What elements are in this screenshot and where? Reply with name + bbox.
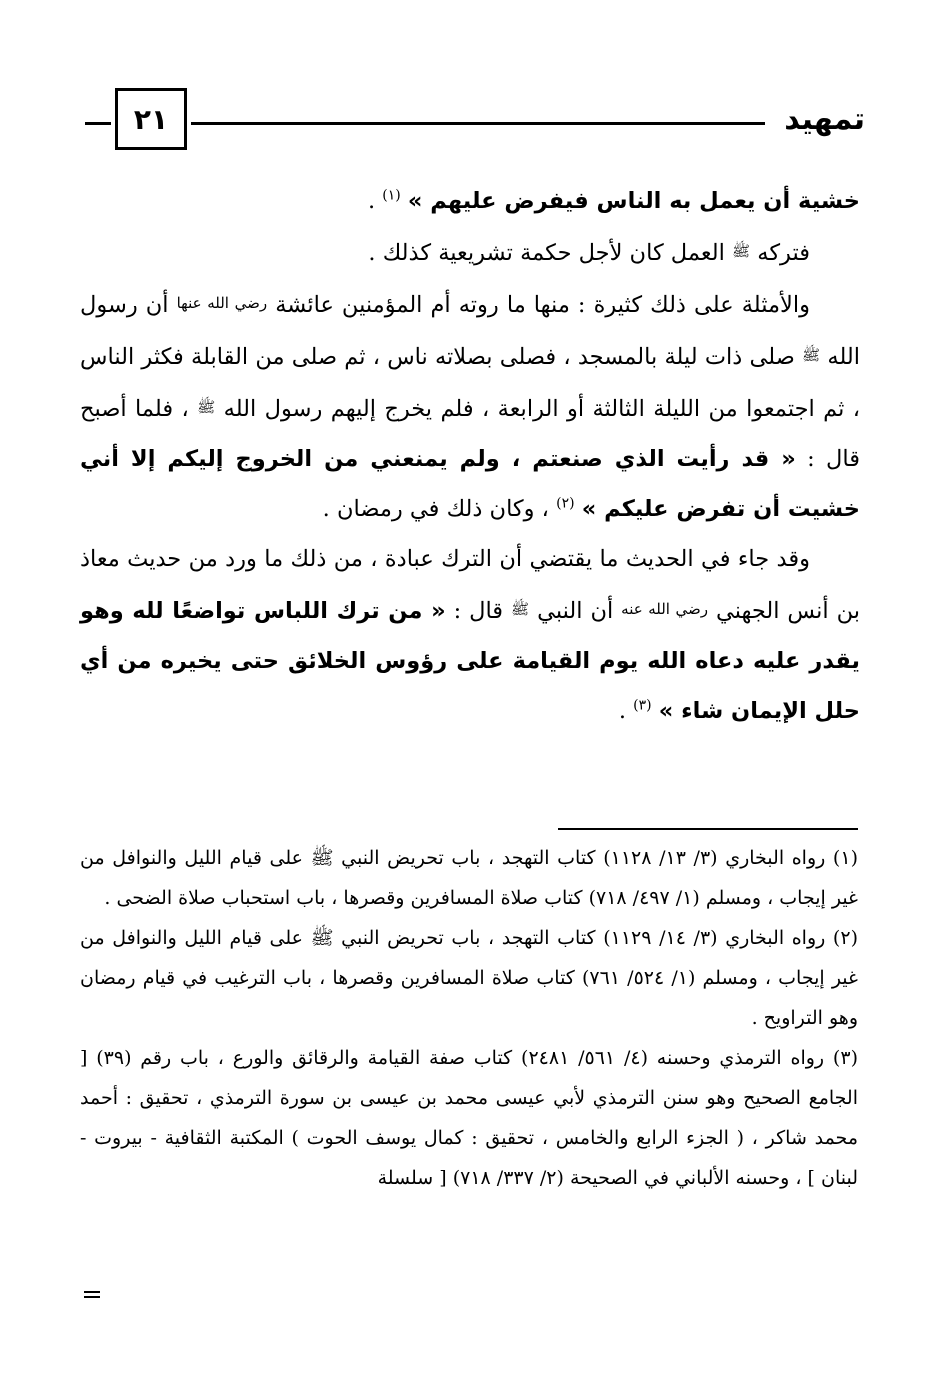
- text-span: أن رسول الله: [80, 292, 861, 370]
- text-span: العمل كان لأجل حكمة تشريعية كذلك .: [368, 240, 725, 266]
- paragraph-3: [80, 278, 860, 534]
- paragraph-2: [80, 226, 860, 278]
- page-number: ٢١: [115, 88, 187, 150]
- chapter-title: تمهيد: [784, 102, 865, 137]
- salutation-glyph: ﷺ: [731, 242, 751, 260]
- footnote-ref: (٢): [556, 495, 575, 512]
- footnote-ref: (٣): [633, 697, 652, 714]
- text-span: صلى ذات ليلة بالمسجد ، فصلى بصلاته ناس ، ثم صلى من القابلة فكثر الناس ، ثم اجتمعوا من الليلة الثالثة أو الرابعة ، فلم يخرج إليهم رسول الله: [80, 344, 861, 422]
- footnote-separator: [558, 828, 858, 830]
- honorific-glyph: رضي الله عنه: [621, 600, 709, 618]
- footnote-1: (١) رواه البخاري (٣/ ١٣/ ١١٢٨) كتاب التهجد ، باب تحريض النبي ﷺ على قيام الليل والنوافل من غير إيجاب ، ومسلم (١/ ٤٩٧/ ٧١٨) كتاب صلاة المسافرين وقصرها ، باب استحباب صلاة الضحى .: [80, 847, 858, 909]
- salutation-glyph: ﷺ: [802, 346, 821, 364]
- honorific-glyph: رضي الله عنها: [176, 294, 268, 312]
- header-rule-left: [85, 122, 111, 125]
- salutation-glyph: ﷺ: [197, 398, 216, 416]
- text-span: وقد جاء في الحديث ما يقتضي أن الترك عبادة ، من ذلك ما ورد من حديث معاذ بن أنس الجهني: [80, 546, 860, 624]
- hadith-quote: خشية أن يعمل به الناس فيفرض عليهم »: [407, 188, 860, 214]
- header-rule: [191, 122, 765, 125]
- main-text: [80, 176, 860, 736]
- footnote-2: (٢) رواه البخاري (٣/ ١٤/ ١١٢٩) كتاب التهجد ، باب تحريض النبي ﷺ على قيام الليل والنوافل من غير إيجاب ، ومسلم (١/ ٥٢٤/ ٧٦١) كتاب صلاة المسافرين وقصرها ، باب الترغيب في قيام رمضان وهو التراويح .: [80, 927, 858, 1029]
- continuation-mark: [84, 1288, 100, 1301]
- text-span: فتركه: [757, 240, 810, 266]
- text-span: ، فلما أصبح قال :: [80, 396, 861, 472]
- text-span: .: [367, 188, 376, 214]
- text-span: .: [618, 698, 626, 724]
- page-header: [85, 88, 865, 158]
- footnotes: [80, 838, 858, 1198]
- text-span: أن النبي: [537, 598, 614, 624]
- salutation-glyph: ﷺ: [511, 600, 530, 618]
- footnote-ref: (١): [382, 187, 401, 204]
- footnote-3: (٣) رواه الترمذي وحسنه (٤/ ٥٦١/ ٢٤٨١) كتاب صفة القيامة والرقائق والورع ، باب رقم (٣٩) [ الجامع الصحيح وهو سنن الترمذي لأبي عيسى محمد بن عيسى بن سورة الترمذي ، تحقيق : أحمد محمد شاكر ، ( الجزء الرابع والخامس ، تحقيق : كمال يوسف الحوت ) المكتبة الثقافية - بيروت - لبنان ] ، وحسنه الألباني في الصحيحة (٢/ ٣٣٧/ ٧١٨) [ سلسلة: [80, 1047, 858, 1189]
- hadith-quote: « من ترك اللباس تواضعًا لله وهو يقدر عليه دعاه الله يوم القيامة على رؤوس الخلائق حتى يخيره من أي حلل الإيمان شاء »: [80, 598, 860, 724]
- paragraph-4: [80, 534, 860, 736]
- text-span: والأمثلة على ذلك كثيرة : منها ما روته أم المؤمنين عائشة: [275, 292, 810, 318]
- paragraph-1: [80, 176, 860, 226]
- text-span: ، وكان ذلك في رمضان .: [322, 496, 549, 522]
- hadith-quote: « قد رأيت الذي صنعتم ، ولم يمنعني من الخروج إليكم إلا أني خشيت أن تفرض عليكم »: [80, 446, 860, 522]
- text-span: قال :: [453, 598, 504, 624]
